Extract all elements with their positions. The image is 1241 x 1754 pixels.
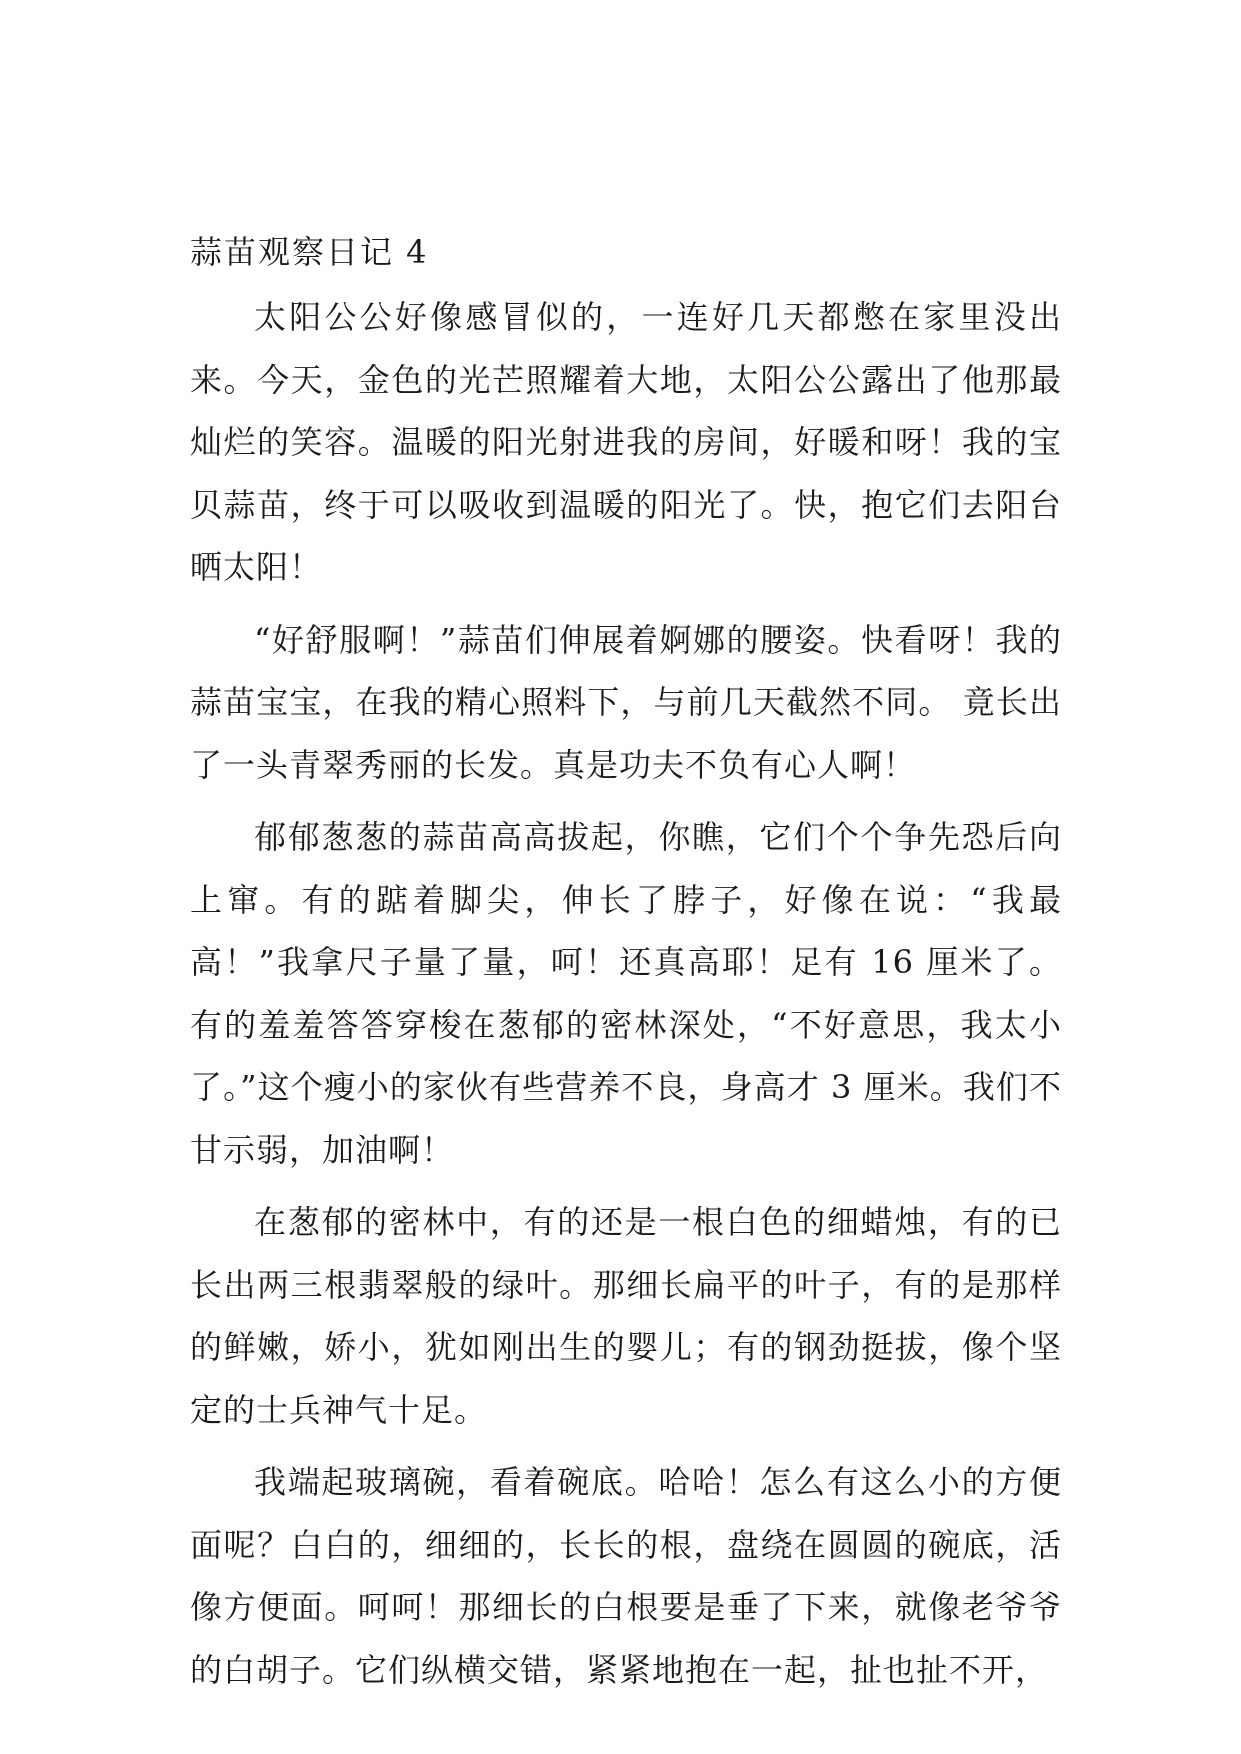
paragraph-1: 太阳公公好像感冒似的，一连好几天都憋在家里没出来。今天，金色的光芒照耀着大地，太阳公公露出了他那最灿烂的笑容。温暖的阳光射进我的房间，好暖和呀！我的宝贝蒜苗，终于可以吸收到温暖的阳光了。快，抱它们去阳台晒太阳！ (190, 298, 1062, 586)
paragraph-4: 在葱郁的密林中，有的还是一根白色的细蜡烛，有的已长出两三根翡翠般的绿叶。那细长扁平的叶子，有的是那样的鲜嫩，娇小，犹如刚出生的婴儿；有的钢劲挺拔，像个坚定的士兵神气十足。 (190, 1203, 1062, 1429)
document-body (190, 224, 1062, 1711)
paragraph-3: 郁郁葱葱的蒜苗高高拔起，你瞧，它们个个争先恐后向上窜。有的踮着脚尖，伸长了脖子，好像在说：“我最高！”我拿尺子量了量，呵！还真高耶！足有 16 厘米了。有的羞羞答答穿梭在葱郁的密林深处，“不好意思，我太小了。”这个瘦小的家伙有些营养不良，身高才 3 厘米。我们不甘示弱，加油啊！ (190, 818, 1062, 1169)
paragraph-5: 我端起玻璃碗，看着碗底。哈哈！怎么有这么小的方便面呢？白白的，细细的，长长的根，盘绕在圆圆的碗底，活像方便面。呵呵！那细长的白根要是垂了下来，就像老爷爷的白胡子。它们纵横交错，紧紧地抱在一起，扯也扯不开， (190, 1463, 1062, 1689)
document-title: 蒜苗观察日记 4 (190, 233, 429, 271)
paragraph-2: “好舒服啊！”蒜苗们伸展着婀娜的腰姿。快看呀！我的蒜苗宝宝，在我的精心照料下，与前几天截然不同。 竟长出了一头青翠秀丽的长发。真是功夫不负有心人啊！ (190, 620, 1062, 784)
